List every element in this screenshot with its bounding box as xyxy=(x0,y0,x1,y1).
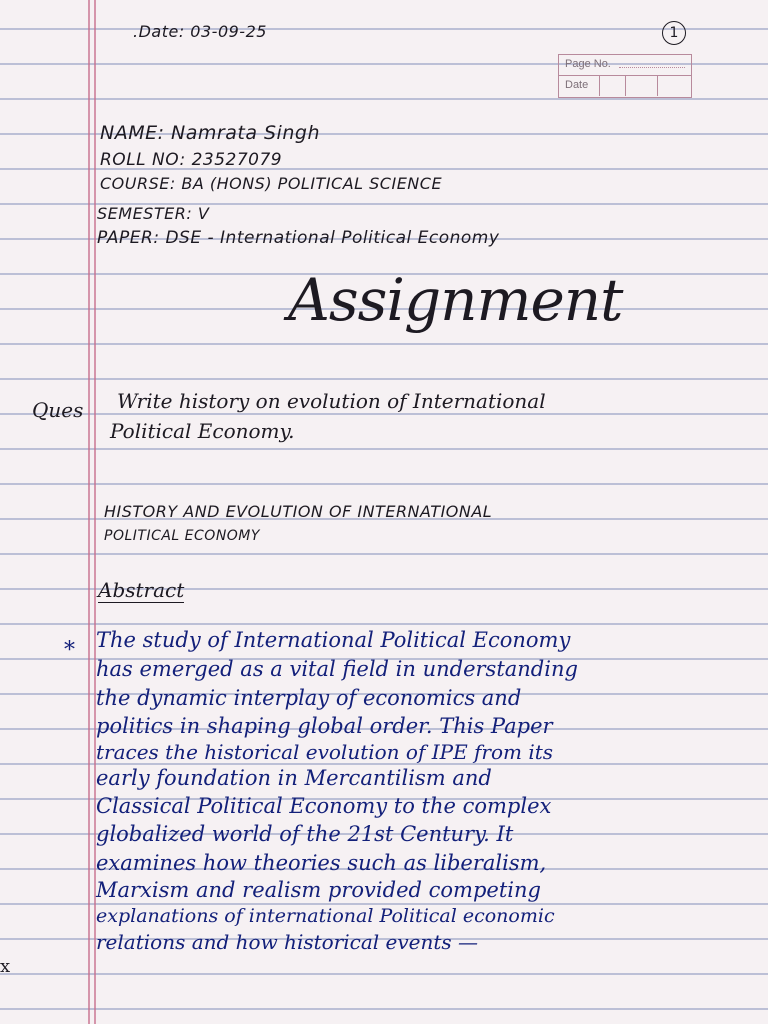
abstract-line-2: has emerged as a vital field in understanding xyxy=(96,657,578,681)
date-label: Date xyxy=(565,79,589,91)
abstract-line-5: traces the historical evolution of IPE from its xyxy=(96,740,554,764)
paper: PAPER: DSE - International Political Economy xyxy=(97,228,500,248)
roll-number: ROLL NO: 23527079 xyxy=(100,150,283,170)
bullet-star: * xyxy=(64,638,75,663)
assignment-title: Assignment xyxy=(288,266,623,334)
abstract-line-8: globalized world of the 21st Century. It xyxy=(96,822,514,846)
abstract-line-1: The study of International Political Economy xyxy=(96,628,571,652)
course: COURSE: BA (HONS) POLITICAL SCIENCE xyxy=(100,174,443,193)
page-date-box xyxy=(558,54,692,98)
page-number-badge: 1 xyxy=(662,21,686,45)
page-no-label: Page No. xyxy=(565,58,611,70)
abstract-line-10: Marxism and realism provided competing xyxy=(96,878,541,902)
abstract-line-7: Classical Political Economy to the complex xyxy=(96,794,552,818)
essay-heading-line-1: HISTORY AND EVOLUTION OF INTERNATIONAL xyxy=(104,502,493,521)
abstract-line-11: explanations of international Political economic xyxy=(96,905,555,927)
question-line-2: Political Economy. xyxy=(110,419,295,443)
margin-mark: x xyxy=(0,956,11,977)
abstract-line-9: examines how theories such as liberalism, xyxy=(96,851,547,875)
student-name: NAME: Namrata Singh xyxy=(100,122,320,144)
question-line-1: Write history on evolution of International xyxy=(117,389,546,413)
abstract-label: Abstract xyxy=(98,578,185,602)
margin-line-left xyxy=(88,0,90,1024)
date-header: .Date: 03-09-25 xyxy=(133,22,267,41)
abstract-line-6: early foundation in Mercantilism and xyxy=(96,766,492,790)
abstract-line-3: the dynamic interplay of economics and xyxy=(96,686,522,710)
abstract-line-12: relations and how historical events — xyxy=(96,930,479,954)
question-label: Ques xyxy=(32,398,84,422)
essay-heading-line-2: POLITICAL ECONOMY xyxy=(104,528,260,544)
semester: SEMESTER: V xyxy=(97,204,210,223)
abstract-line-4: politics in shaping global order. This Paper xyxy=(96,714,553,738)
